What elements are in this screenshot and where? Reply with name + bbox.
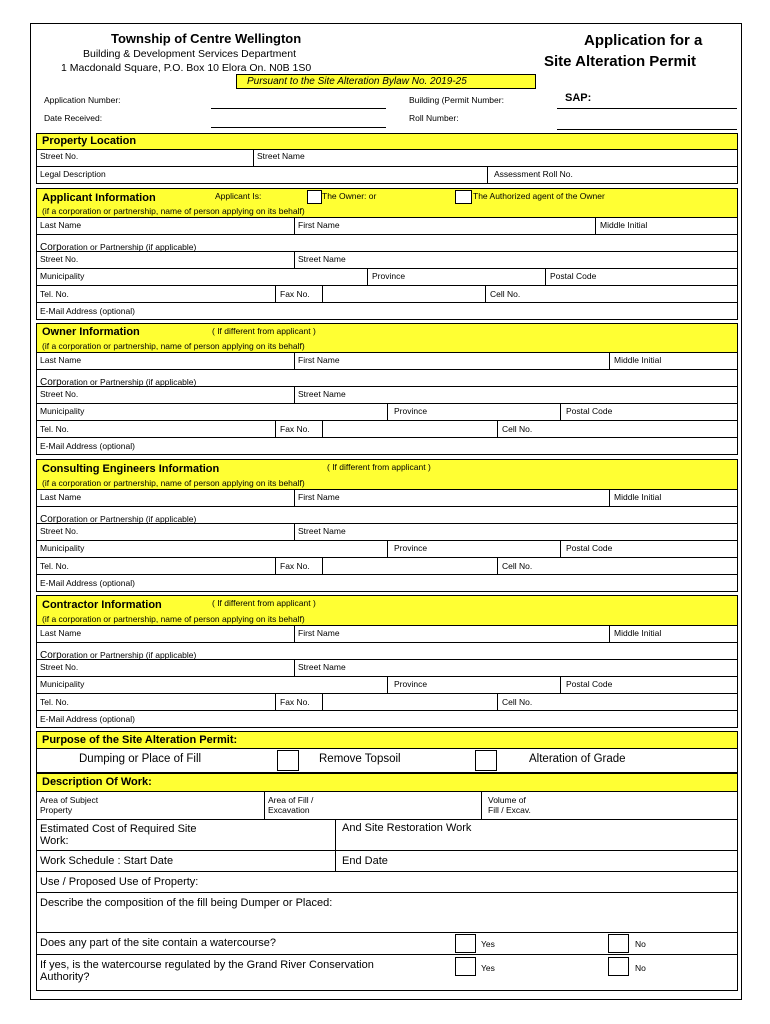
street-name-label: Street Name bbox=[257, 151, 305, 161]
owner-diff-label: ( If different from applicant ) bbox=[212, 326, 316, 336]
postal-code-cell[interactable] bbox=[560, 541, 739, 557]
tel-label: Tel. No. bbox=[40, 561, 69, 571]
contractor-corp-row[interactable] bbox=[36, 643, 738, 660]
cell-label: Cell No. bbox=[490, 289, 521, 299]
corp-label: Corporation or Partnership (if applicable) bbox=[40, 650, 197, 661]
application-form bbox=[30, 23, 742, 1000]
street-no-label: Street No. bbox=[40, 389, 79, 399]
engineers-street-row bbox=[36, 524, 738, 541]
engineers-municipality-row bbox=[36, 541, 738, 558]
purpose-section-header bbox=[36, 731, 738, 749]
contractor-title: Contractor Information bbox=[42, 599, 162, 611]
email-label: E-Mail Address (optional) bbox=[40, 578, 135, 588]
contractor-note: (if a corporation or partnership, name of person applying on its behalf) bbox=[42, 614, 305, 624]
building-permit-label: Building (Permit Number: bbox=[409, 95, 504, 105]
owner-corp-row[interactable] bbox=[36, 370, 738, 387]
engineers-section-header bbox=[36, 459, 738, 490]
fax-label: Fax No. bbox=[280, 561, 310, 571]
applicant-is-label: Applicant Is: bbox=[215, 191, 262, 201]
street-name-label: Street Name bbox=[298, 662, 346, 672]
sap-field[interactable] bbox=[557, 94, 737, 109]
regulated-no-checkbox[interactable] bbox=[608, 957, 629, 976]
tel-label: Tel. No. bbox=[40, 424, 69, 434]
purpose-title: Purpose of the Site Alteration Permit: bbox=[42, 734, 238, 746]
form-title-line2: Site Alteration Permit bbox=[544, 53, 696, 70]
property-title: Property Location bbox=[42, 135, 137, 147]
email-label: E-Mail Address (optional) bbox=[40, 714, 135, 724]
volume-label-1: Volume of bbox=[488, 795, 526, 805]
date-received-field[interactable] bbox=[211, 113, 386, 128]
regulated-label-2: Authority? bbox=[40, 971, 90, 983]
org-address: 1 Macdonald Square, P.O. Box 10 Elora On. N0B 1S0 bbox=[61, 62, 312, 74]
cell-label: Cell No. bbox=[502, 561, 533, 571]
contractor-municipality-row bbox=[36, 677, 738, 694]
owner-section-header bbox=[36, 323, 738, 353]
org-name: Township of Centre Wellington bbox=[111, 31, 302, 46]
cell-label: Cell No. bbox=[502, 424, 533, 434]
cell-phone-cell[interactable] bbox=[497, 421, 739, 437]
middle-initial-label: Middle Initial bbox=[614, 355, 662, 365]
owner-street-row bbox=[36, 387, 738, 404]
municipality-label: Municipality bbox=[40, 406, 85, 416]
street-name-cell[interactable] bbox=[294, 524, 739, 540]
volume-label-2: Fill / Excav. bbox=[488, 805, 531, 815]
work-use-row[interactable] bbox=[36, 872, 738, 893]
fax-label: Fax No. bbox=[280, 697, 310, 707]
middle-initial-cell[interactable] bbox=[609, 626, 739, 642]
agent-checkbox[interactable] bbox=[455, 190, 472, 204]
topsoil-label: Remove Topsoil bbox=[319, 753, 401, 765]
postal-code-label: Postal Code bbox=[566, 679, 613, 689]
applicant-phone-row bbox=[36, 286, 738, 303]
street-name-label: Street Name bbox=[298, 254, 346, 264]
work-cost-row bbox=[36, 820, 738, 851]
middle-initial-cell[interactable] bbox=[595, 218, 739, 234]
engineers-note: (if a corporation or partnership, name of person applying on its behalf) bbox=[42, 478, 305, 488]
watercourse-label: Does any part of the site contain a watercourse? bbox=[40, 937, 277, 949]
agent-label: The Authorized agent of the Owner bbox=[473, 191, 605, 201]
roll-number-label: Roll Number: bbox=[409, 113, 459, 123]
work-describe-row[interactable] bbox=[36, 893, 738, 933]
regulated-label-1: If yes, is the watercourse regulated by the Grand River Conservation bbox=[40, 959, 374, 971]
engineers-title: Consulting Engineers Information bbox=[42, 463, 220, 475]
dumping-label: Dumping or Place of Fill bbox=[79, 753, 202, 765]
work-title: Description Of Work: bbox=[42, 776, 152, 788]
cell-phone-cell[interactable] bbox=[497, 694, 739, 710]
street-name-cell[interactable] bbox=[294, 660, 739, 676]
street-no-label: Street No. bbox=[40, 254, 79, 264]
corp-label: Corporation or Partnership (if applicable) bbox=[40, 377, 197, 388]
cell-label: Cell No. bbox=[502, 697, 533, 707]
cell-phone-cell[interactable] bbox=[485, 286, 739, 302]
dumping-checkbox[interactable] bbox=[277, 750, 299, 771]
roll-number-field[interactable] bbox=[557, 113, 737, 130]
applicant-street-row bbox=[36, 252, 738, 269]
contractor-email-row[interactable] bbox=[36, 711, 738, 728]
engineers-name-row bbox=[36, 490, 738, 507]
street-no-label: Street No. bbox=[40, 151, 79, 161]
owner-phone-row bbox=[36, 421, 738, 438]
work-area-row bbox=[36, 792, 738, 820]
first-name-label: First Name bbox=[298, 628, 340, 638]
bylaw-text: Pursuant to the Site Alteration Bylaw No. 2019-25 bbox=[247, 76, 467, 87]
owner-note: (if a corporation or partnership, name of person applying on its behalf) bbox=[42, 341, 305, 351]
owner-title: Owner Information bbox=[42, 326, 140, 338]
watercourse-yes-checkbox[interactable] bbox=[455, 934, 476, 953]
street-name-cell[interactable] bbox=[294, 252, 739, 268]
cost-label-2: Work: bbox=[40, 835, 69, 847]
area-fill-label-1: Area of Fill / bbox=[268, 795, 314, 805]
applicant-section-header bbox=[36, 188, 738, 218]
email-label: E-Mail Address (optional) bbox=[40, 441, 135, 451]
postal-code-label: Postal Code bbox=[550, 271, 597, 281]
date-received-label: Date Received: bbox=[44, 113, 103, 123]
owner-or-label: The Owner: or bbox=[322, 191, 377, 201]
municipality-label: Municipality bbox=[40, 679, 85, 689]
application-number-label: Application Number: bbox=[44, 95, 121, 105]
engineers-diff-label: ( If different from applicant ) bbox=[327, 462, 431, 472]
watercourse-yes-label: Yes bbox=[481, 939, 495, 949]
applicant-title: Applicant Information bbox=[42, 192, 156, 204]
province-label: Province bbox=[394, 679, 428, 689]
dept-name: Building & Development Services Department bbox=[83, 48, 297, 60]
watercourse-no-checkbox[interactable] bbox=[608, 934, 629, 953]
last-name-label: Last Name bbox=[40, 492, 82, 502]
postal-code-label: Postal Code bbox=[566, 543, 613, 553]
sap-label: SAP: bbox=[565, 92, 592, 104]
contractor-diff-label: ( If different from applicant ) bbox=[212, 598, 316, 608]
regulated-no-label: No bbox=[635, 963, 646, 973]
applicant-name-row bbox=[36, 218, 738, 235]
cost-label-1: Estimated Cost of Required Site bbox=[40, 823, 197, 835]
street-name-label: Street Name bbox=[298, 526, 346, 536]
applicant-email-row[interactable] bbox=[36, 303, 738, 320]
area-fill-label-2: Excavation bbox=[268, 805, 310, 815]
middle-initial-label: Middle Initial bbox=[614, 628, 662, 638]
postal-code-cell[interactable] bbox=[545, 269, 739, 285]
bylaw-banner bbox=[236, 74, 536, 89]
owner-municipality-row bbox=[36, 404, 738, 421]
owner-email-row[interactable] bbox=[36, 438, 738, 455]
work-section-header bbox=[36, 773, 738, 792]
work-schedule-row bbox=[36, 851, 738, 872]
province-label: Province bbox=[394, 406, 428, 416]
first-name-label: First Name bbox=[298, 220, 340, 230]
regulated-yes-checkbox[interactable] bbox=[455, 957, 476, 976]
end-date-cell[interactable] bbox=[335, 851, 739, 871]
assessment-cell[interactable] bbox=[487, 167, 739, 183]
area-subject-label-2: Property bbox=[40, 805, 73, 815]
regulated-row bbox=[36, 955, 738, 991]
corp-label: Corporation or Partnership (if applicable) bbox=[40, 514, 197, 525]
applicant-note: (if a corporation or partnership, name of person applying on its behalf) bbox=[42, 206, 305, 216]
last-name-label: Last Name bbox=[40, 628, 82, 638]
grade-label: Alteration of Grade bbox=[529, 753, 626, 765]
purpose-options-row bbox=[36, 749, 738, 773]
engineers-phone-row bbox=[36, 558, 738, 575]
describe-label: Describe the composition of the fill being Dumper or Placed: bbox=[40, 897, 333, 909]
street-no-label: Street No. bbox=[40, 526, 79, 536]
cell-phone-cell[interactable] bbox=[497, 558, 739, 574]
fax-label: Fax No. bbox=[280, 424, 310, 434]
email-label: E-Mail Address (optional) bbox=[40, 306, 135, 316]
municipality-label: Municipality bbox=[40, 271, 85, 281]
street-name-label: Street Name bbox=[298, 389, 346, 399]
corp-label: Corporation or Partnership (if applicable) bbox=[40, 242, 197, 253]
tel-label: Tel. No. bbox=[40, 697, 69, 707]
middle-initial-cell[interactable] bbox=[609, 490, 739, 506]
contractor-section-header bbox=[36, 595, 738, 626]
assessment-label: Assessment Roll No. bbox=[494, 169, 573, 179]
property-section-header bbox=[36, 133, 738, 150]
watercourse-no-label: No bbox=[635, 939, 646, 949]
last-name-label: Last Name bbox=[40, 355, 82, 365]
start-date-label: Work Schedule : Start Date bbox=[40, 855, 174, 867]
tel-label: Tel. No. bbox=[40, 289, 69, 299]
first-name-label: First Name bbox=[298, 492, 340, 502]
contractor-street-row bbox=[36, 660, 738, 677]
application-number-field[interactable] bbox=[211, 94, 386, 109]
watercourse-row bbox=[36, 933, 738, 955]
middle-initial-label: Middle Initial bbox=[614, 492, 662, 502]
postal-code-cell[interactable] bbox=[560, 404, 739, 420]
middle-initial-cell[interactable] bbox=[609, 353, 739, 369]
fax-label: Fax No. bbox=[280, 289, 310, 299]
use-label: Use / Proposed Use of Property: bbox=[40, 876, 199, 888]
engineers-corp-row[interactable] bbox=[36, 507, 738, 524]
street-name-cell[interactable] bbox=[253, 150, 739, 166]
last-name-label: Last Name bbox=[40, 220, 82, 230]
end-date-label: End Date bbox=[342, 855, 388, 867]
restoration-label: And Site Restoration Work bbox=[342, 822, 472, 834]
property-row-2 bbox=[36, 167, 738, 184]
volume-cell[interactable] bbox=[481, 792, 739, 819]
contractor-phone-row bbox=[36, 694, 738, 711]
province-label: Province bbox=[372, 271, 406, 281]
street-name-cell[interactable] bbox=[294, 387, 739, 403]
form-title-line1: Application for a bbox=[584, 32, 703, 49]
postal-code-cell[interactable] bbox=[560, 677, 739, 693]
first-name-label: First Name bbox=[298, 355, 340, 365]
applicant-municipality-row bbox=[36, 269, 738, 286]
municipality-label: Municipality bbox=[40, 543, 85, 553]
property-row-1 bbox=[36, 150, 738, 167]
middle-initial-label: Middle Initial bbox=[600, 220, 648, 230]
postal-code-label: Postal Code bbox=[566, 406, 613, 416]
regulated-yes-label: Yes bbox=[481, 963, 495, 973]
contractor-name-row bbox=[36, 626, 738, 643]
province-label: Province bbox=[394, 543, 428, 553]
street-no-label: Street No. bbox=[40, 662, 79, 672]
area-subject-label-1: Area of Subject bbox=[40, 795, 99, 805]
owner-name-row bbox=[36, 353, 738, 370]
engineers-email-row[interactable] bbox=[36, 575, 738, 592]
topsoil-checkbox[interactable] bbox=[475, 750, 497, 771]
owner-checkbox[interactable] bbox=[307, 190, 322, 204]
legal-description-label: Legal Description bbox=[40, 169, 106, 179]
applicant-corp-row[interactable] bbox=[36, 235, 738, 252]
restoration-cell[interactable] bbox=[335, 820, 739, 850]
